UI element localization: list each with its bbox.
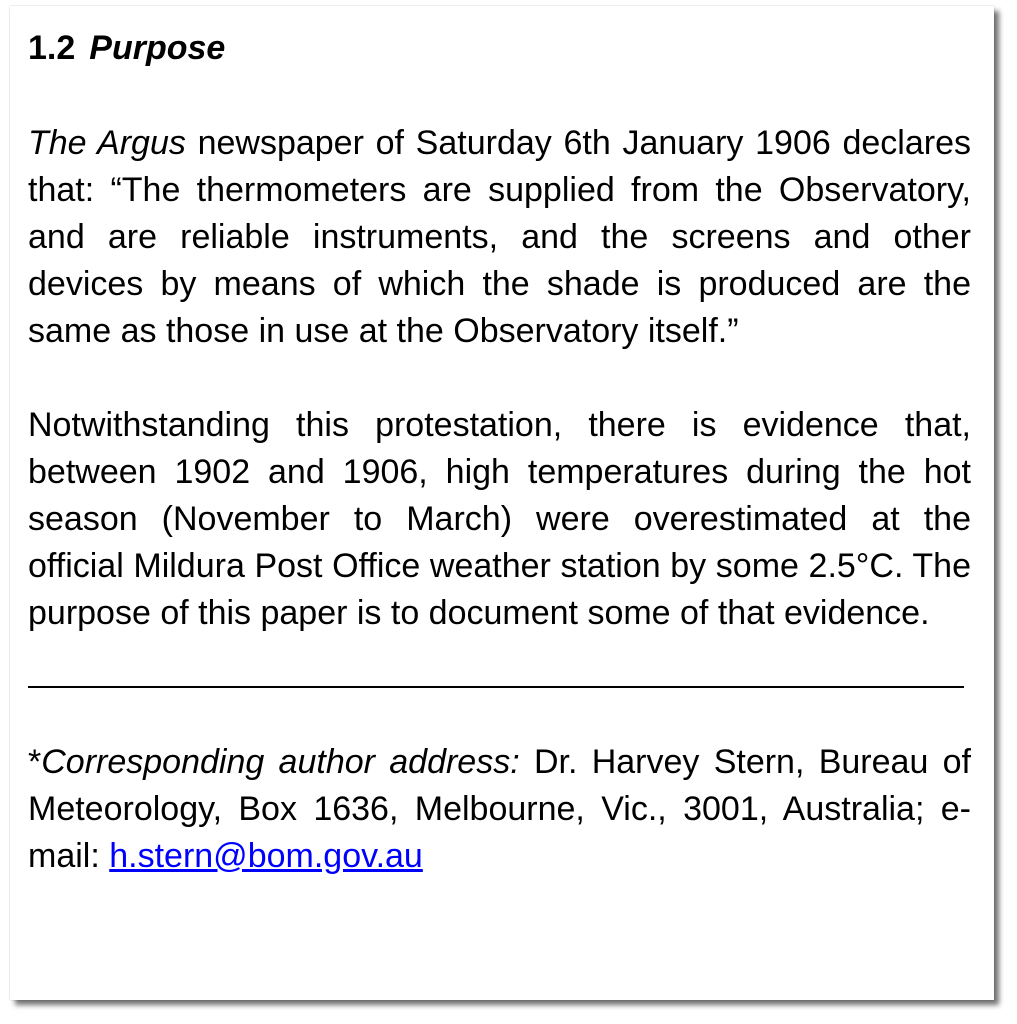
section-title: Purpose (89, 29, 226, 67)
section-number: 1.2 (28, 29, 76, 67)
paragraph-argus (28, 120, 971, 355)
newspaper-name: The Argus (28, 124, 186, 162)
email-link[interactable]: h.stern@bom.gov.au (109, 837, 423, 875)
footnote-text: Dr. Harvey Stern, Bureau of Meteorology, Box 1636, Melbourne, Vic., 3001, Australia; e-mail: (28, 743, 971, 875)
footnote-marker: * (28, 743, 42, 781)
paragraph-argus-text: newspaper of Saturday 6th January 1906 declares that: “The thermometers are supplied from the Observatory, and are reliable instruments, and the screens and other devices by means of which the shade is produced are the same as those in use at the Observatory itself.” (28, 124, 971, 350)
footnote-label: Corresponding author address: (41, 743, 520, 781)
paper-page (10, 6, 994, 1000)
paragraph-evidence: Notwithstanding this protestation, there is evidence that, between 1902 and 1906, high temperatures during the hot season (November to March) were overestimated at the official Mildura Post Office weather station by some 2.5°C. The purpose of this paper is to document some of that evidence. (28, 406, 971, 632)
section-heading (28, 26, 971, 70)
footnote-separator (28, 686, 964, 688)
paper-content (28, 26, 971, 914)
footnote (28, 739, 971, 880)
